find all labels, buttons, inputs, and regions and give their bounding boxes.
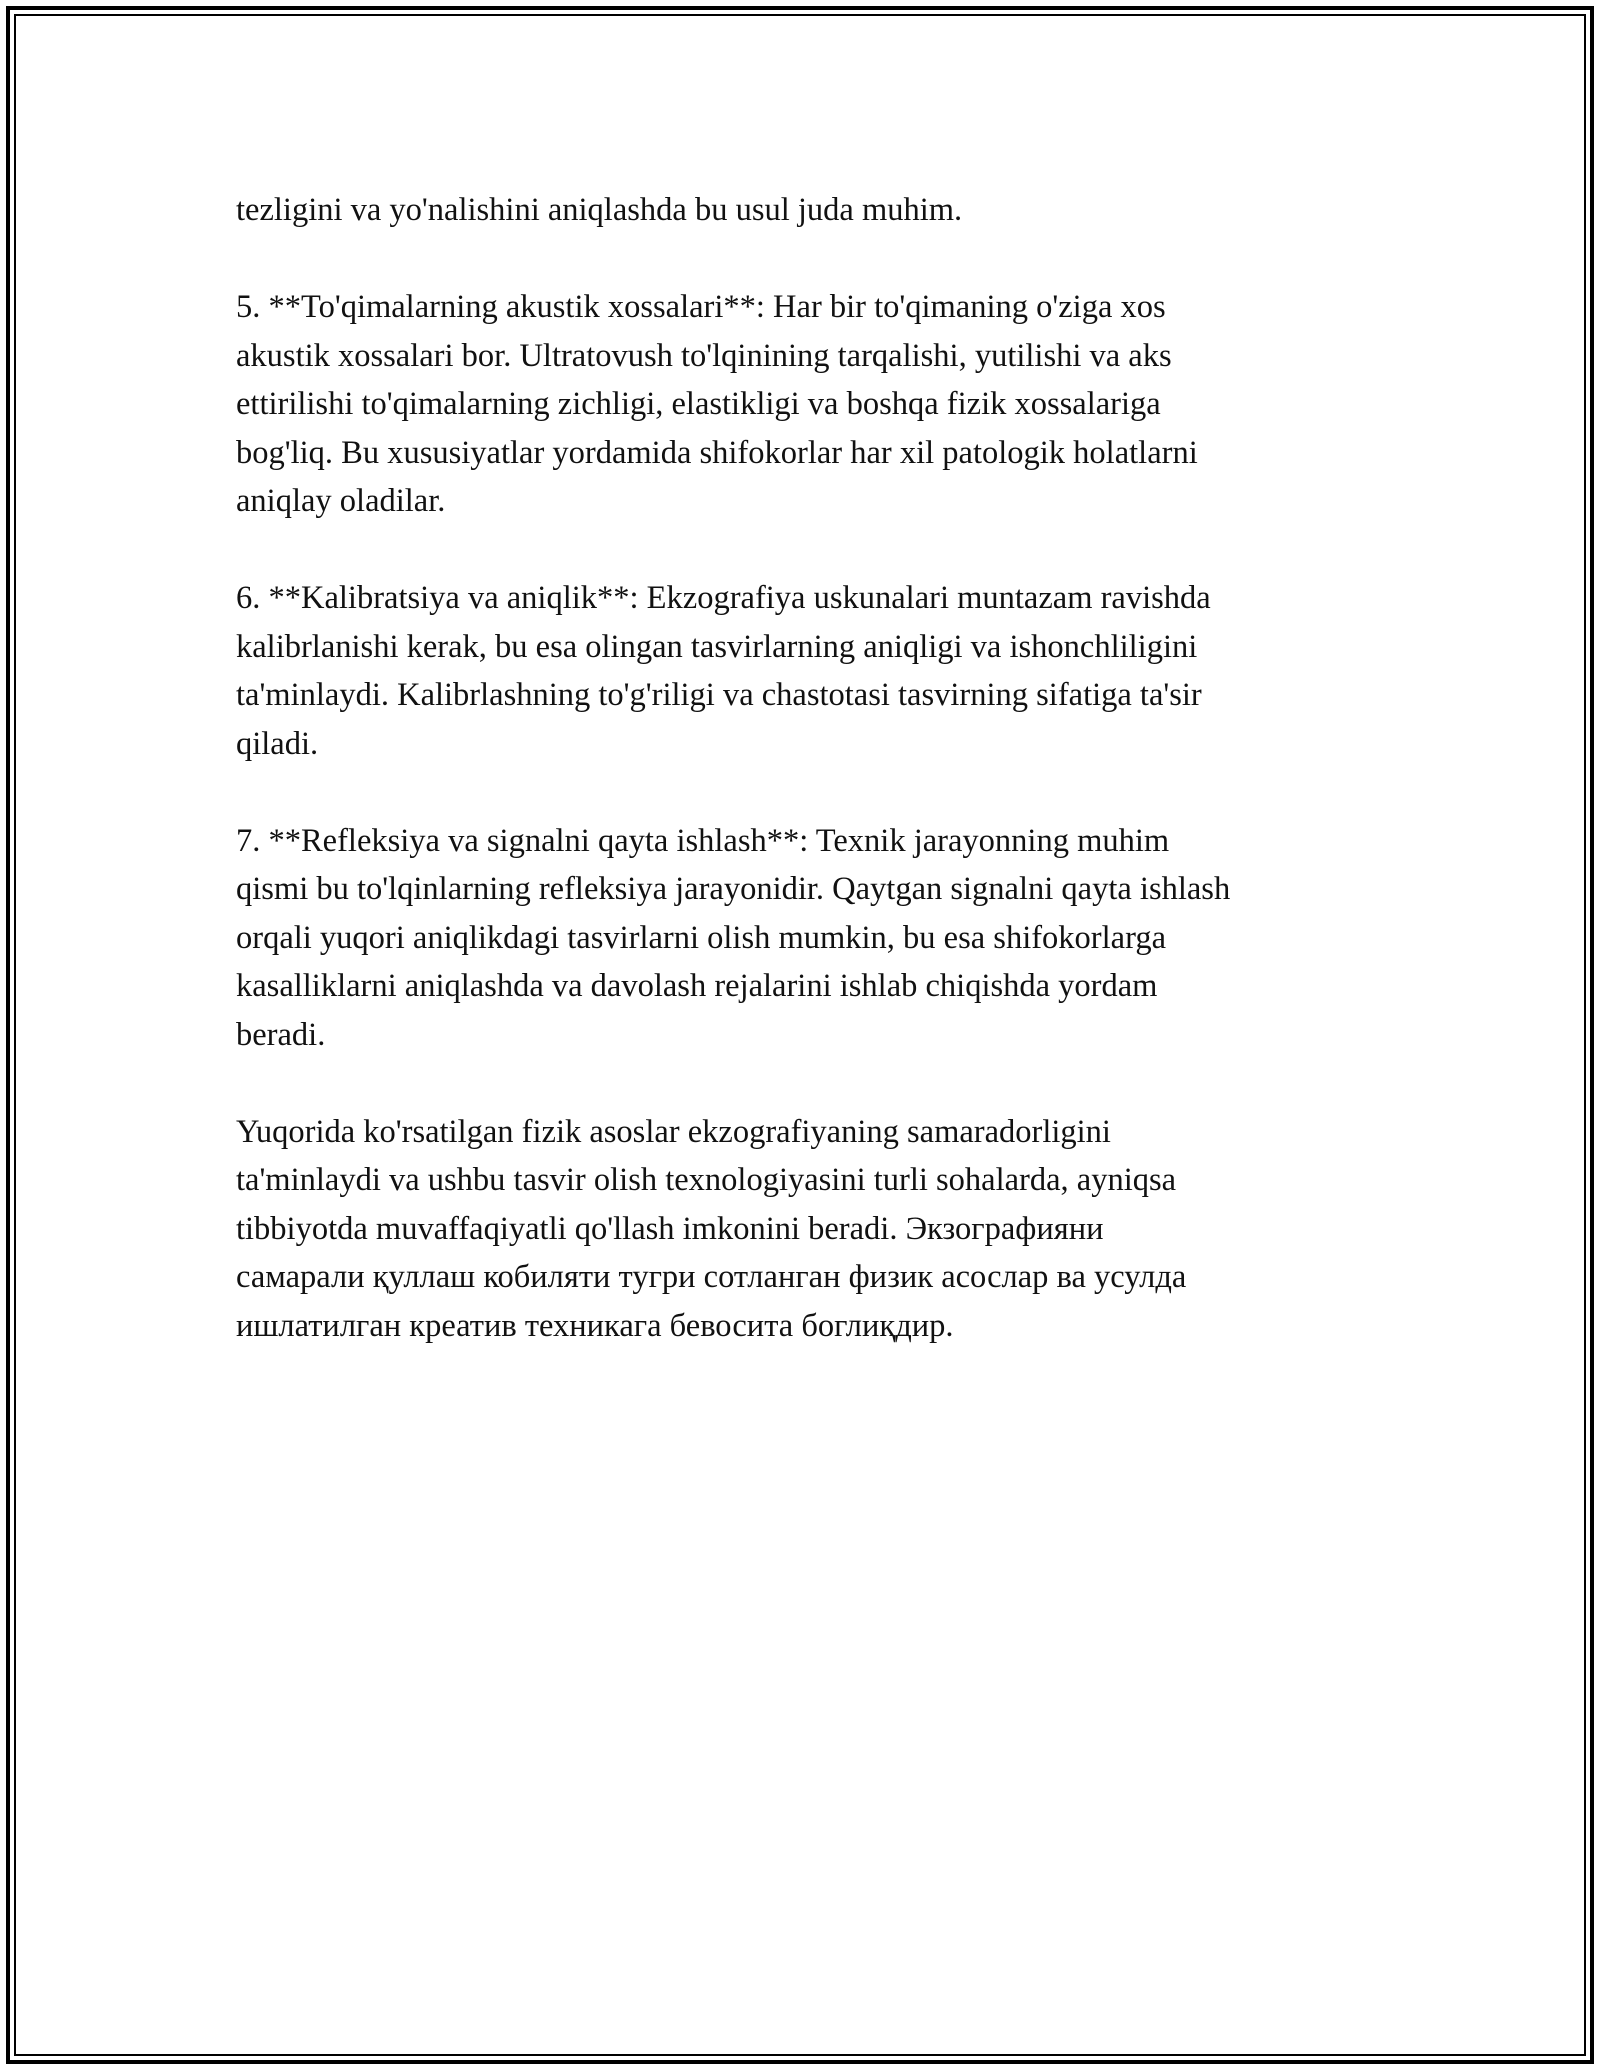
paragraph-item-6-calibration: 6. **Kalibratsiya va aniqlik**: Ekzografiya uskunalari muntazam ravishda kalibrlanishi kerak, bu esa olingan tasvirlarning aniqligi va ishonchliligini ta'minlaydi. Kalibrlashning to'g'riligi va chastotasi tasvirning sifatiga ta'sir qiladi. (236, 580, 1211, 762)
paragraph-item-7-reflection: 7. **Refleksiya va signalni qayta ishlash**: Texnik jarayonning muhim qismi bu to'lqinlarning refleksiya jarayonidir. Qaytgan signalni qayta ishlash orqali yuqori aniqlikdagi tasvirlarni olish mumkin, bu esa shifokorlarga kasalliklarni aniqlashda va davolash rejalarini ishlab chiqishda yordam beradi. (236, 822, 1231, 1053)
document-body (236, 186, 1396, 1399)
paragraph-conclusion: Yuqorida ko'rsatilgan fizik asoslar ekzografiyaning samaradorligini ta'minlaydi va ushbu tasvir olish texnologiyasini turli sohalarda, ayniqsa tibbiyotda muvaffaqiyatli qo'llash imkonini beradi. Экзографияни самарали қуллаш кобиляти тугри сотланган физик асослар ва усулда ишлатилган креатив техникага бевосита боглиқдир. (236, 1113, 1187, 1344)
paragraph-item-5-acoustic-properties: 5. **To'qimalarning akustik xossalari**: Har bir to'qimaning o'ziga xos akustik xossalari bor. Ultratovush to'lqinining tarqalishi, yutilishi va aks ettirilishi to'qimalarning zichligi, elastikligi va boshqa fizik xossalariga bog'liq. Bu xususiyatlar yordamida shifokorlar har xil patologik holatlarni aniqlay oladilar. (236, 289, 1198, 519)
paragraph-continuation: tezligini va yo'nalishini aniqlashda bu usul juda muhim. (236, 192, 963, 228)
